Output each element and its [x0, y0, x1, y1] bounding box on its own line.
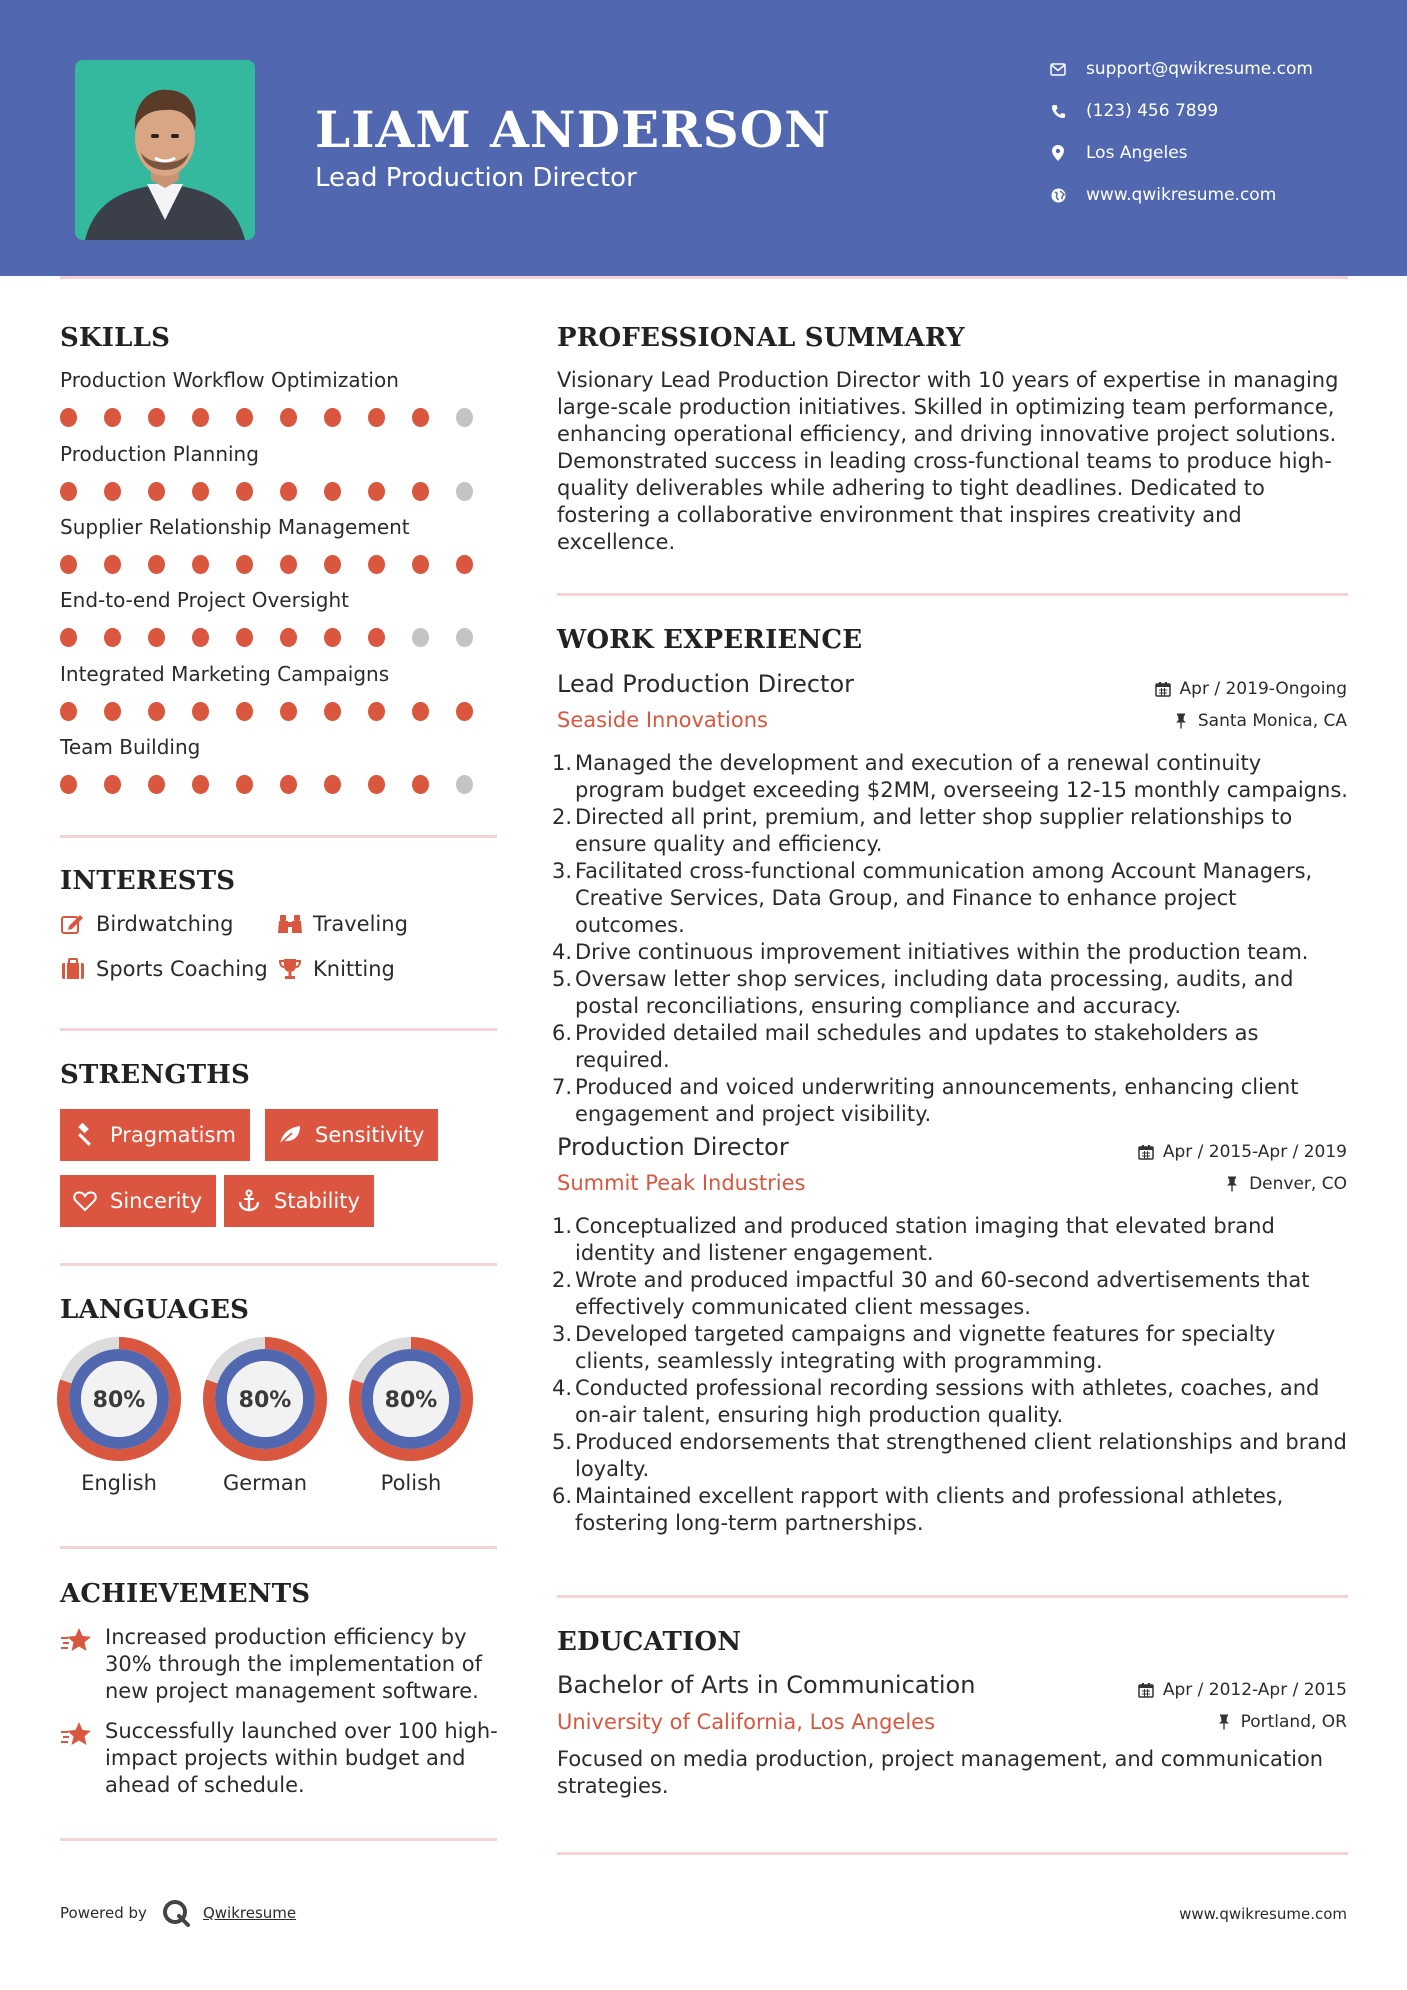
job-dates [1154, 679, 1347, 699]
rating-dot-empty [456, 408, 473, 427]
education-location-text: Portland, OR [1240, 1712, 1347, 1732]
language-name: German [222, 1471, 308, 1495]
education-location [1215, 1712, 1347, 1732]
languages-heading: LANGUAGES [60, 1295, 250, 1325]
calendar-icon [1137, 1143, 1155, 1161]
rating-dot-filled [324, 408, 341, 427]
rating-dot-filled [104, 555, 121, 574]
rating-dot-filled [368, 555, 385, 574]
binoculars-icon [277, 911, 303, 937]
rating-dot-filled [280, 482, 297, 501]
skill-rating [60, 775, 500, 794]
map-pin-icon [1048, 143, 1068, 163]
rating-dot-filled [368, 702, 385, 721]
contact-website-text: www.qwikresume.com [1086, 185, 1277, 205]
rating-dot-empty [456, 775, 473, 794]
rating-dot-filled [104, 775, 121, 794]
section-divider [60, 1263, 497, 1266]
achievement-text: Increased production efficiency by 30% through the implementation of new project management software. [105, 1625, 482, 1703]
interest-item [60, 911, 233, 937]
job-company: Summit Peak Industries [557, 1171, 806, 1195]
pushpin-icon [1215, 1713, 1233, 1731]
section-divider [60, 1028, 497, 1031]
rating-dot-filled [324, 702, 341, 721]
skill-rating [60, 702, 500, 721]
anchor-icon [236, 1188, 262, 1214]
footer-website[interactable]: www.qwikresume.com [1179, 1905, 1347, 1923]
rating-dot-filled [412, 555, 429, 574]
rating-dot-filled [324, 555, 341, 574]
job-location-text: Denver, CO [1249, 1174, 1347, 1194]
star-icon [60, 1626, 92, 1656]
education-school: University of California, Los Angeles [557, 1710, 936, 1734]
contact-phone[interactable] [1048, 96, 1368, 126]
rating-dot-filled [60, 555, 77, 574]
contact-website[interactable] [1048, 180, 1368, 210]
candidate-role: Lead Production Director [315, 163, 637, 193]
achievement-item [60, 1718, 500, 1799]
rating-dot-filled [104, 702, 121, 721]
job-duty: Facilitated cross-functional communication among Account Managers, Creative Services, Data Group, and Finance to enhance project outcomes. [575, 859, 1313, 937]
job-duty: Provided detailed mail schedules and updates to stakeholders as required. [575, 1021, 1259, 1072]
gavel-icon [72, 1122, 98, 1148]
rating-dot-filled [60, 482, 77, 501]
star-icon [60, 1720, 92, 1750]
experience-heading: WORK EXPERIENCE [557, 625, 863, 655]
rating-dot-filled [192, 702, 209, 721]
achievement-text: Successfully launched over 100 high-impact projects within budget and ahead of schedule. [105, 1719, 498, 1797]
rating-dot-filled [192, 628, 209, 647]
interest-item [60, 956, 268, 982]
language-donut [349, 1337, 473, 1461]
rating-dot-filled [412, 702, 429, 721]
calendar-icon [1154, 680, 1172, 698]
rating-dot-filled [192, 555, 209, 574]
rating-dot-filled [412, 482, 429, 501]
rating-dot-filled [104, 408, 121, 427]
rating-dot-filled [324, 775, 341, 794]
strength-label: Sincerity [110, 1189, 203, 1213]
profile-photo [75, 60, 255, 240]
pencil-square-icon [60, 911, 86, 937]
job-title: Production Director [557, 1133, 789, 1161]
candidate-name: LIAM ANDERSON [315, 100, 831, 159]
job-location-text: Santa Monica, CA [1197, 711, 1347, 731]
job-duty: Directed all print, premium, and letter shop supplier relationships to ensure quality and efficiency. [575, 805, 1293, 856]
rating-dot-filled [60, 628, 77, 647]
contact-location-text: Los Angeles [1086, 143, 1188, 163]
skill-item [60, 515, 500, 574]
briefcase-icon [60, 956, 86, 982]
rating-dot-filled [412, 775, 429, 794]
leaf-icon [277, 1122, 303, 1148]
education-description: Focused on media production, project management, and communication strategies. [557, 1747, 1324, 1798]
person-avatar-icon [75, 60, 255, 240]
job-location [1223, 1174, 1347, 1194]
strengths-heading: STRENGTHS [60, 1060, 251, 1090]
job-duties-list [557, 1213, 1352, 1537]
section-divider [60, 1546, 497, 1549]
job-dates-text: Apr / 2015-Apr / 2019 [1162, 1142, 1347, 1162]
rating-dot-filled [192, 482, 209, 501]
strength-badge [224, 1175, 374, 1227]
skill-item [60, 368, 500, 427]
language-item [57, 1337, 181, 1495]
job-duty: Oversaw letter shop services, including data processing, audits, and postal reconciliations, ensuring compliance and accuracy. [575, 967, 1294, 1018]
heart-icon [72, 1188, 98, 1214]
skill-rating [60, 482, 500, 501]
rating-dot-empty [456, 482, 473, 501]
globe-icon [1048, 185, 1068, 205]
interest-item [277, 911, 408, 937]
language-level: 80% [238, 1388, 292, 1413]
skill-rating [60, 408, 500, 427]
contact-location [1048, 138, 1368, 168]
qwikresume-logo-icon [161, 1898, 191, 1928]
interests-heading: INTERESTS [60, 866, 236, 896]
contact-email[interactable] [1048, 54, 1368, 84]
section-divider [557, 1595, 1348, 1598]
skill-rating [60, 628, 500, 647]
job-location [1172, 711, 1347, 731]
skills-heading: SKILLS [60, 323, 171, 353]
rating-dot-filled [148, 482, 165, 501]
rating-dot-empty [456, 628, 473, 647]
rating-dot-filled [368, 482, 385, 501]
section-divider [60, 1838, 497, 1841]
skill-name: End-to-end Project Oversight [60, 588, 350, 612]
skill-item [60, 662, 500, 721]
rating-dot-filled [368, 408, 385, 427]
language-donut [57, 1337, 181, 1461]
rating-dot-filled [236, 482, 253, 501]
job-duty: Produced and voiced underwriting announcements, enhancing client engagement and project visibility. [575, 1075, 1299, 1126]
phone-icon [1048, 101, 1068, 121]
job-duty: Conceptualized and produced station imaging that elevated brand identity and listener engagement. [575, 1214, 1275, 1265]
language-item [203, 1337, 327, 1495]
summary-heading: PROFESSIONAL SUMMARY [557, 323, 965, 353]
interest-label: Knitting [313, 957, 395, 981]
contact-email-text: support@qwikresume.com [1086, 59, 1313, 79]
skill-name: Team Building [60, 735, 201, 759]
skill-name: Supplier Relationship Management [60, 515, 410, 539]
rating-dot-filled [280, 555, 297, 574]
rating-dot-filled [456, 555, 473, 574]
job-duty: Produced endorsements that strengthened client relationships and brand loyalty. [575, 1430, 1347, 1481]
job-duty: Wrote and produced impactful 30 and 60-second advertisements that effectively communicated client messages. [575, 1268, 1310, 1319]
rating-dot-filled [324, 482, 341, 501]
envelope-icon [1048, 59, 1068, 79]
rating-dot-filled [192, 775, 209, 794]
interest-label: Birdwatching [96, 912, 234, 936]
rating-dot-filled [148, 628, 165, 647]
education-dates-text: Apr / 2012-Apr / 2015 [1162, 1680, 1347, 1700]
rating-dot-filled [236, 555, 253, 574]
strength-label: Stability [274, 1189, 360, 1213]
rating-dot-filled [368, 775, 385, 794]
skill-name: Production Workflow Optimization [60, 368, 399, 392]
footer-branding [60, 1898, 296, 1928]
rating-dot-filled [60, 775, 77, 794]
section-divider [60, 835, 497, 838]
skill-name: Production Planning [60, 442, 259, 466]
strength-label: Sensitivity [315, 1123, 425, 1147]
rating-dot-filled [456, 702, 473, 721]
language-level: 80% [92, 1388, 146, 1413]
pushpin-icon [1172, 712, 1190, 730]
education-degree: Bachelor of Arts in Communication [557, 1671, 976, 1699]
skill-rating [60, 555, 500, 574]
skill-item [60, 588, 500, 647]
job-duties-list [557, 750, 1352, 1128]
skill-name: Integrated Marketing Campaigns [60, 662, 390, 686]
job-dates [1137, 1142, 1347, 1162]
rating-dot-filled [148, 702, 165, 721]
rating-dot-empty [412, 628, 429, 647]
rating-dot-filled [280, 702, 297, 721]
calendar-icon [1137, 1681, 1155, 1699]
achievement-item [60, 1624, 500, 1705]
interest-label: Sports Coaching [96, 957, 268, 981]
qwikresume-link[interactable]: Qwikresume [202, 1904, 297, 1922]
skill-item [60, 735, 500, 794]
rating-dot-filled [280, 775, 297, 794]
rating-dot-filled [192, 408, 209, 427]
rating-dot-filled [412, 408, 429, 427]
job-duty: Conducted professional recording sessions with athletes, coaches, and on-air talent, ensuring high production quality. [575, 1376, 1320, 1427]
rating-dot-filled [148, 775, 165, 794]
contact-phone-text: (123) 456 7899 [1086, 101, 1219, 121]
strength-badge [60, 1109, 250, 1161]
rating-dot-filled [236, 702, 253, 721]
job-duty: Managed the development and execution of a renewal continuity program budget exceeding $2MM, overseeing 12-15 monthly campaigns. [575, 751, 1348, 802]
header-divider [60, 276, 1348, 279]
rating-dot-filled [236, 775, 253, 794]
strength-badge [265, 1109, 438, 1161]
rating-dot-filled [236, 628, 253, 647]
rating-dot-filled [104, 482, 121, 501]
job-duty: Developed targeted campaigns and vignette features for specialty clients, seamlessly integrating with programming. [575, 1322, 1276, 1373]
education-heading: EDUCATION [557, 1627, 742, 1657]
rating-dot-filled [148, 408, 165, 427]
job-company: Seaside Innovations [557, 708, 768, 732]
skill-item [60, 442, 500, 501]
rating-dot-filled [60, 702, 77, 721]
rating-dot-filled [324, 628, 341, 647]
rating-dot-filled [104, 628, 121, 647]
section-divider [557, 1852, 1348, 1855]
language-name: Polish [380, 1471, 442, 1495]
language-name: English [81, 1471, 157, 1495]
resume-header [0, 0, 1407, 276]
trophy-icon [277, 956, 303, 982]
language-level: 80% [384, 1388, 438, 1413]
pushpin-icon [1223, 1175, 1241, 1193]
interest-item [277, 956, 395, 982]
summary-text: Visionary Lead Production Director with 10 years of expertise in managing large-scale production initiatives. Skilled in optimizing team performance, enhancing operational efficiency, and driving innovative project solutions. Demonstrated success in leading cross-functional teams to produce high-quality deliverables while adhering to tight deadlines. Dedicated to fostering a collaborative environment that inspires creativity and excellence. [557, 368, 1339, 554]
language-item [349, 1337, 473, 1495]
interest-label: Traveling [313, 912, 408, 936]
rating-dot-filled [236, 408, 253, 427]
strength-label: Pragmatism [110, 1123, 236, 1147]
powered-by-text: Powered by [60, 1904, 147, 1922]
section-divider [557, 593, 1348, 596]
rating-dot-filled [280, 628, 297, 647]
achievements-heading: ACHIEVEMENTS [60, 1579, 311, 1609]
education-dates [1137, 1680, 1347, 1700]
job-dates-text: Apr / 2019-Ongoing [1179, 679, 1347, 699]
rating-dot-filled [368, 628, 385, 647]
rating-dot-filled [60, 408, 77, 427]
language-donut [203, 1337, 327, 1461]
job-duty: Maintained excellent rapport with clients and professional athletes, fostering long-term partnerships. [575, 1484, 1284, 1535]
job-title: Lead Production Director [557, 670, 855, 698]
job-duty: Drive continuous improvement initiatives within the production team. [575, 940, 1309, 964]
rating-dot-filled [280, 408, 297, 427]
rating-dot-filled [148, 555, 165, 574]
strength-badge [60, 1175, 216, 1227]
